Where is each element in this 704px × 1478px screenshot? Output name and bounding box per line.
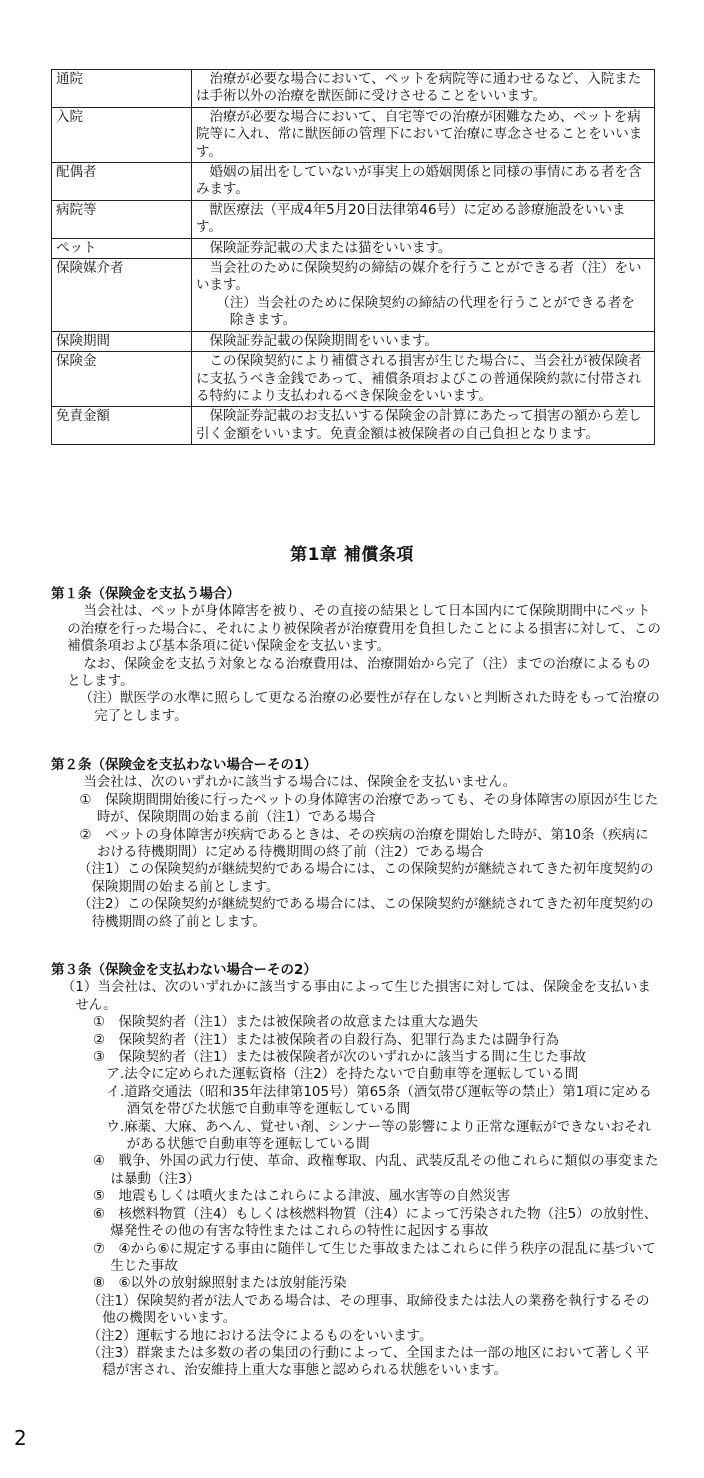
desc-cell [192, 407, 655, 445]
article-note: （注3）群衆または多数の者の集団の行動によって、全国または一部の地区において著しく平穏が害され、治安維持上重大な事態と認められる状態をいいます。 [87, 1344, 650, 1379]
desc-cell [192, 352, 655, 407]
desc-text: 獣医療法（平成4年5月20日法律第46号）に定める診療施設をいいます。 [196, 201, 626, 236]
article-title: 第３条（保険金を支払わない場合ーその2） [51, 962, 317, 978]
definitions-table [51, 69, 655, 445]
list-item: ③ 保険契約者（注1）または被保険者が次のいずれかに該当する間に生じた事故 [92, 1049, 587, 1066]
table-row [52, 407, 655, 445]
term-cell: 配偶者 [52, 163, 192, 201]
table-row [52, 238, 655, 258]
desc-cell [192, 259, 655, 332]
desc-cell [192, 70, 655, 108]
desc-cell [192, 238, 655, 258]
list-item: ① 保険契約者（注1）または被保険者の故意または重大な過失 [92, 1014, 479, 1031]
sub-item: イ.道路交通法（昭和35年法律第105号）第65条（酒気帯び運転等の禁止）第1項に定める酒気を帯びた状態で自動車等を運転している間 [106, 1083, 652, 1118]
article-title: 第２条（保険金を支払わない場合ーその1） [51, 757, 317, 773]
table-row [52, 331, 655, 351]
article-note: （注2）この保険契約が継続契約である場合には、この保険契約が継続されてきた初年度契約の待機期間の終了前とします。 [78, 896, 654, 930]
chapter-title: 第1章 補償条項 [290, 545, 414, 565]
table-row [52, 259, 655, 332]
term-cell: 保険期間 [52, 331, 192, 351]
desc-text: 保険証券記載のお支払いする保険金の計算にあたって損害の額から差し引く金額をいいます。免責金額は被保険者の自己負担となります。 [196, 408, 642, 442]
article-paragraph: なお、保険金を支払う対象となる治療費用は、治療開始から完了（注）までの治療によるものとします。 [67, 655, 651, 690]
list-item: ⑤ 地震もしくは噴火またはこれらによる津波、風水害等の自然災害 [92, 1188, 510, 1205]
list-item: ② ペットの身体障害が疾病であるときは、その疾病の治療を開始した時が、第10条（疾病における待機期間）に定める待機期間の終了前（注2）である場合 [79, 826, 649, 861]
article-intro: （1）当会社は、次のいずれかに該当する事由によって生じた損害に対しては、保険金を支払いません。 [61, 979, 651, 1013]
list-item: ⑥ 核燃料物質（注4）もしくは核燃料物質（注4）によって汚染された物（注5）の放射性、爆発性その他の有害な特性またはこれらの特性に起因する事故 [92, 1205, 658, 1240]
article-2 [51, 757, 661, 931]
article-title: 第１条（保険金を支払う場合） [51, 586, 240, 602]
table-row [52, 200, 655, 238]
desc-cell [192, 331, 655, 351]
list-item: ④ 戦争、外国の武力行使、革命、政権奪取、内乱、武装反乱その他これらに類似の事変または暴動（注3） [92, 1153, 659, 1187]
desc-cell [192, 200, 655, 238]
table-row [52, 70, 655, 108]
article-paragraph: 当会社は、ペットが身体障害を被り、その直接の結果として日本国内にて保険期間中にペットの治療を行った場合に、それにより被保険者が治療費用を負担したことによる損害に対して、この補償条項および基本条項に従い保険金を支払います。 [67, 603, 661, 655]
term-cell: 病院等 [52, 200, 192, 238]
list-item: ⑦ ④から⑥に規定する事由に随伴して生じた事故またはこれらに伴う秩序の混乱に基づいて生じた事故 [92, 1240, 656, 1274]
article-note: （注2）運転する地における法令によるものをいいます。 [87, 1327, 433, 1344]
term-cell: 通院 [52, 70, 192, 108]
article-1 [51, 586, 661, 725]
article-intro: 当会社は、次のいずれかに該当する場合には、保険金を支払いません。 [83, 774, 517, 791]
term-cell: ペット [52, 238, 192, 258]
sub-item: ア.法令に定められた運転資格（注2）を持たないで自動車等を運転している間 [106, 1066, 579, 1083]
article-note: （注1）この保険契約が継続契約である場合には、この保険契約が継続されてきた初年度契約の保険期間の始まる前とします。 [78, 861, 654, 895]
desc-text: 当会社のために保険契約の締結の媒介を行うことができる者（注）をいいます。 [196, 260, 642, 294]
sub-item: ウ.麻薬、大麻、あへん、覚せい剤、シンナー等の影響により正常な運転ができないおそれがある状態で自動車等を運転している間 [106, 1118, 652, 1153]
list-item: ⑧ ⑥以外の放射線照射または放射能汚染 [92, 1275, 347, 1292]
list-item: ① 保険期間開始後に行ったペットの身体障害の治療であっても、その身体障害の原因が生じた時が、保険期間の始まる前（注1）である場合 [79, 791, 659, 826]
table-row [52, 107, 655, 162]
list-item: ② 保険契約者（注1）または被保険者の自殺行為、犯罪行為または闘争行為 [92, 1031, 560, 1048]
desc-note: （注）当会社のために保険契約の締結の代理を行うことができる者を除きます。 [216, 294, 635, 329]
term-cell: 保険媒介者 [52, 259, 192, 332]
table-row [52, 163, 655, 201]
article-note: （注）獣医学の水準に照らして更なる治療の必要性が存在しないと判断された時をもって治療の完了とします。 [79, 690, 660, 724]
term-cell: 入院 [52, 107, 192, 162]
table-row [52, 352, 655, 407]
article-3 [51, 962, 661, 1380]
term-cell: 免責金額 [52, 407, 192, 445]
desc-text: 治療が必要な場合において、自宅等での治療が困難なため、ペットを病院等に入れ、常に獣医師の管理下において治療に専念させることをいいます。 [196, 108, 643, 160]
desc-cell [192, 163, 655, 201]
desc-text: 婚姻の届出をしていないが事実上の婚姻関係と同様の事情にある者を含みます。 [196, 164, 642, 198]
page-number: 2 [14, 1426, 27, 1450]
desc-text: この保険契約により補償される損害が生じた場合に、当会社が被保険者に支払うべき金銭であって、補償条項およびこの普通保険約款に付帯される特約により支払われるべき保険金をいいます。 [196, 353, 642, 404]
article-note: （注1）保険契約者が法人である場合は、その理事、取締役または法人の業務を執行するその他の機関をいいます。 [87, 1292, 650, 1327]
term-cell: 保険金 [52, 352, 192, 407]
desc-text: 保険証券記載の犬または猫をいいます。 [209, 239, 452, 256]
desc-text: 保険証券記載の保険期間をいいます。 [209, 332, 438, 349]
desc-cell [192, 107, 655, 162]
desc-text: 治療が必要な場合において、ペットを病院等に通わせるなど、入院または手術以外の治療を獣医師に受けさせることをいいます。 [196, 71, 642, 105]
